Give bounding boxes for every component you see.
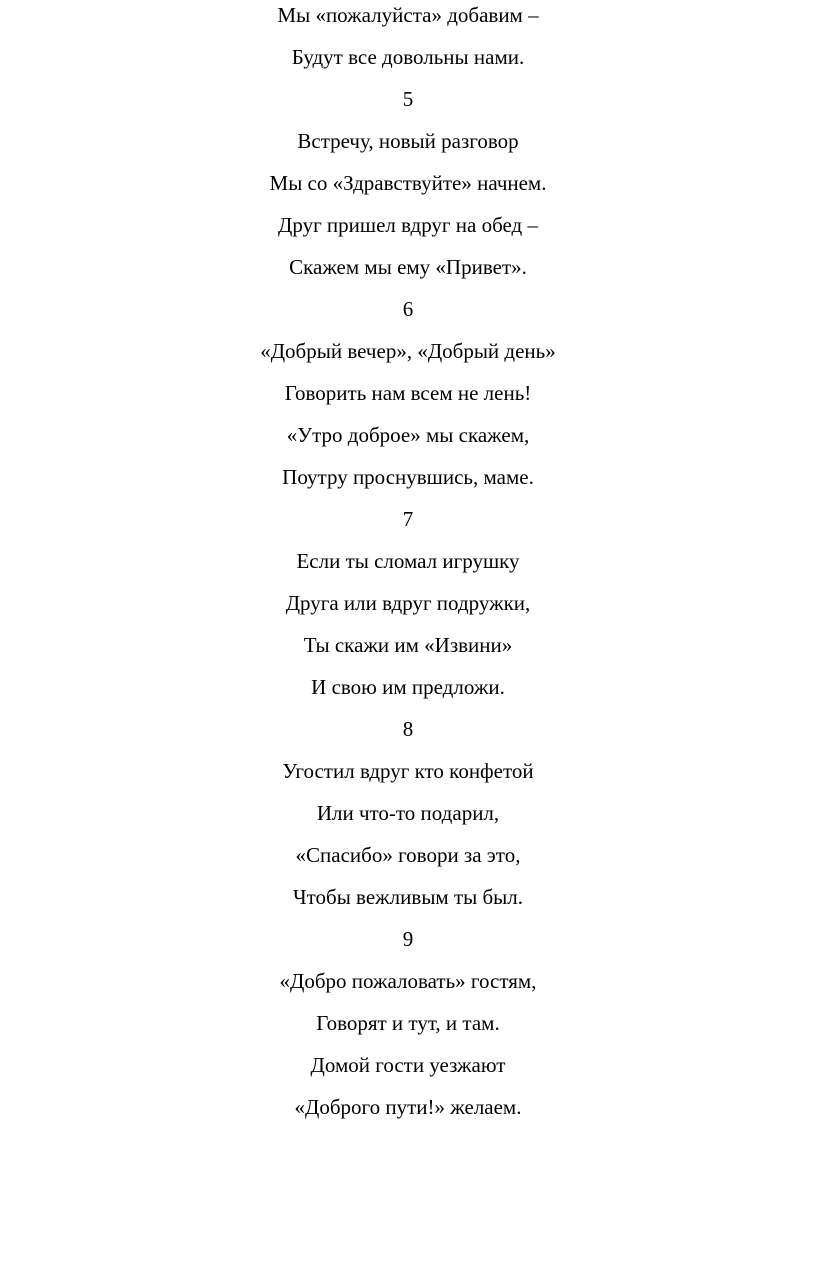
verse-line: Мы со «Здравствуйте» начнем. xyxy=(269,171,547,195)
verse-line: Поутру проснувшись, маме. xyxy=(282,465,534,489)
verse-line: Если ты сломал игрушку xyxy=(296,549,520,573)
verse-line: «Доброго пути!» желаем. xyxy=(294,1095,522,1119)
stanza-number: 9 xyxy=(402,927,414,951)
verse-line: Встречу, новый разговор xyxy=(297,129,519,153)
verse-line: Друг пришел вдруг на обед – xyxy=(278,213,538,237)
verse-line: Говорить нам всем не лень! xyxy=(284,381,532,405)
verse-line: «Добро пожаловать» гостям, xyxy=(279,969,537,993)
verse-line: «Добрый вечер», «Добрый день» xyxy=(260,339,556,363)
verse-line: Ты скажи им «Извини» xyxy=(303,633,513,657)
verse-line: Друга или вдруг подружки, xyxy=(285,591,531,615)
verse-line: «Утро доброе» мы скажем, xyxy=(286,423,530,447)
stanza-number: 7 xyxy=(402,507,414,531)
verse-line: Мы «пожалуйста» добавим – xyxy=(277,3,539,27)
verse-line: Скажем мы ему «Привет». xyxy=(289,255,527,279)
stanza-number: 5 xyxy=(402,87,414,111)
verse-line: Будут все довольны нами. xyxy=(291,45,525,69)
stanza-number: 8 xyxy=(402,717,414,741)
verse-line: Угостил вдруг кто конфетой xyxy=(282,759,534,783)
verse-line: Или что-то подарил, xyxy=(316,801,500,825)
verse-line: Домой гости уезжают xyxy=(310,1053,506,1077)
verse-line: «Спасибо» говори за это, xyxy=(295,843,521,867)
verse-line: И свою им предложи. xyxy=(311,675,505,699)
verse-line: Чтобы вежливым ты был. xyxy=(292,885,524,909)
verse-line: Говорят и тут, и там. xyxy=(316,1011,500,1035)
stanza-number: 6 xyxy=(402,297,414,321)
